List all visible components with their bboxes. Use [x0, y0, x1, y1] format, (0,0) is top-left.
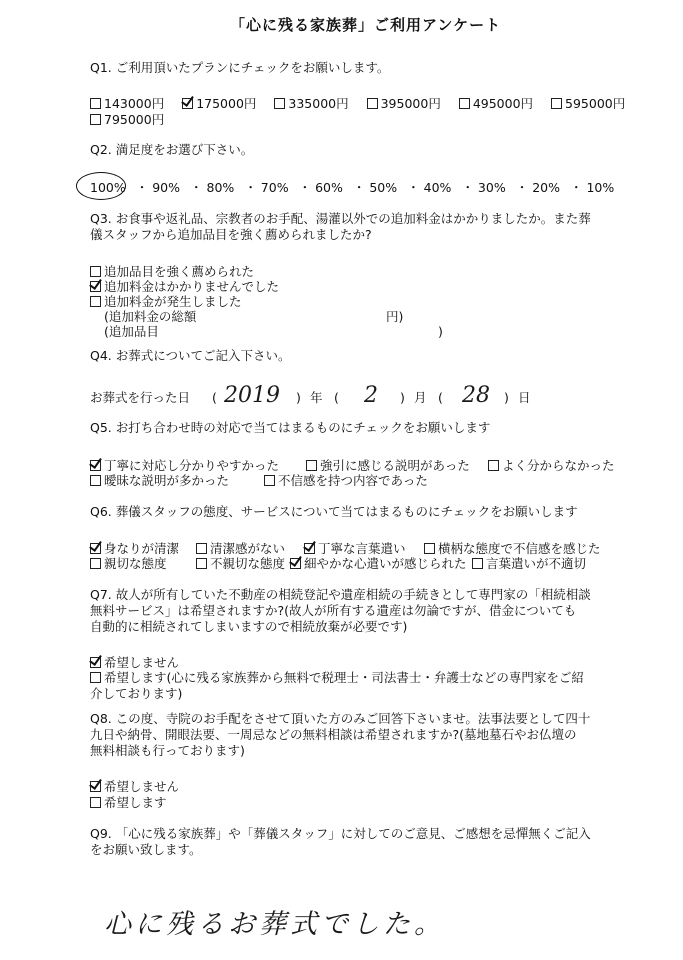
- q7-question-line2: 無料サービス」は希望されますか?(故人が所有する遺産は勿論ですが、借金についても: [90, 603, 577, 618]
- scale-30[interactable]: 30%: [477, 180, 506, 195]
- checkbox[interactable]: [488, 460, 499, 471]
- scale-40[interactable]: 40%: [423, 180, 452, 195]
- q4-month-unit: 月: [414, 390, 427, 405]
- checkbox[interactable]: [90, 98, 101, 109]
- satisfaction-scale: 100% ・ 90% ・ 80% ・ 70% ・ 60% ・ 50% ・ 40% ・ 30% ・ 20% ・ 10%: [90, 180, 615, 195]
- plan-option-143000[interactable]: 143000円: [90, 96, 164, 112]
- checkbox[interactable]: [459, 98, 470, 109]
- q6-option-kind[interactable]: 親切な態度: [90, 556, 167, 572]
- scale-20[interactable]: 20%: [532, 180, 560, 195]
- q6-option-polite-words[interactable]: 丁寧な言葉遣い: [304, 541, 406, 557]
- q6-option-attentive[interactable]: 細やかな心遣いが感じられた: [290, 556, 467, 572]
- q4-year-handwritten[interactable]: 2019: [224, 383, 280, 408]
- scale-60[interactable]: 60%: [315, 180, 343, 195]
- checkbox[interactable]: [551, 98, 562, 109]
- checkbox[interactable]: [264, 475, 275, 486]
- q6-option-bad-words[interactable]: 言葉遣いが不適切: [472, 556, 586, 572]
- q8-question-line2: 九日や納骨、開眼法要、一周忌などの無料相談は希望されますか?(墓地墓石やお仏壇の: [90, 727, 577, 742]
- q7-option-no[interactable]: 希望しません: [90, 655, 179, 671]
- q8-option-yes[interactable]: 希望します: [90, 795, 167, 811]
- checkbox[interactable]: [90, 296, 101, 307]
- plan-option-175000[interactable]: 175000円: [182, 96, 256, 112]
- checkbox[interactable]: [367, 98, 378, 109]
- q3-items-label: (追加品目: [104, 324, 159, 339]
- checkbox-checked[interactable]: [304, 543, 315, 554]
- q3-option-no-extra[interactable]: 追加料金はかかりませんでした: [90, 279, 279, 295]
- q6-question: Q6. 葬儀スタッフの態度、サービスについて当てはまるものにチェックをお願いします: [90, 504, 578, 519]
- q5-option-pushy[interactable]: 強引に感じる説明があった: [306, 458, 470, 474]
- checkbox[interactable]: [90, 797, 101, 808]
- checkbox-checked[interactable]: [90, 781, 101, 792]
- q6-option-unkind[interactable]: 不親切な態度: [196, 556, 285, 572]
- scale-100[interactable]: 100%: [90, 180, 126, 195]
- q3-question-line1: Q3. お食事や返礼品、宗教者のお手配、湯灌以外での追加料金はかかりましたか。また葬: [90, 211, 591, 226]
- scale-50[interactable]: 50%: [369, 180, 398, 195]
- q3-option-extra[interactable]: 追加料金が発生しました: [90, 294, 242, 310]
- plan-option-595000[interactable]: 595000円: [551, 96, 625, 112]
- q7-question-line1: Q7. 故人が所有していた不動産の相続登記や遺産相続の手続きとして専門家の「相続相談: [90, 587, 591, 602]
- q5-option-unclear[interactable]: よく分からなかった: [488, 458, 615, 474]
- q6-option-arrogant[interactable]: 横柄な態度で不信感を感じた: [424, 541, 601, 557]
- checkbox[interactable]: [90, 672, 101, 683]
- checkbox-checked[interactable]: [90, 657, 101, 668]
- q3-items-close: ): [438, 324, 443, 339]
- q5-option-vague[interactable]: 曖昧な説明が多かった: [90, 473, 229, 489]
- plan-option-495000[interactable]: 495000円: [459, 96, 533, 112]
- q4-month-handwritten[interactable]: 2: [364, 383, 378, 408]
- q1-question: Q1. ご利用頂いたプランにチェックをお願いします。: [90, 60, 390, 75]
- checkbox[interactable]: [90, 558, 101, 569]
- checkbox-checked[interactable]: [90, 460, 101, 471]
- page-title: 「心に残る家族葬」ご利用アンケート: [230, 16, 502, 34]
- q6-option-unclean[interactable]: 清潔感がない: [196, 541, 285, 557]
- checkbox[interactable]: [472, 558, 483, 569]
- checkbox[interactable]: [196, 558, 207, 569]
- q4-year-unit: 年: [310, 390, 323, 405]
- q3-total-unit: 円): [386, 309, 404, 324]
- scale-90[interactable]: 90%: [152, 180, 181, 195]
- checkbox-checked[interactable]: [290, 558, 301, 569]
- q4-day-handwritten[interactable]: 28: [462, 383, 490, 408]
- plan-option-395000[interactable]: 395000円: [367, 96, 441, 112]
- checkbox[interactable]: [90, 114, 101, 125]
- q5-question: Q5. お打ち合わせ時の対応で当てはまるものにチェックをお願いします: [90, 420, 491, 435]
- scale-80[interactable]: 80%: [206, 180, 235, 195]
- plan-option-795000[interactable]: 795000円: [90, 112, 164, 128]
- q4-question: Q4. お葬式についてご記入下さい。: [90, 348, 291, 363]
- q1-options-row1: [90, 96, 625, 112]
- q3-total-label: (追加料金の総額: [104, 309, 197, 324]
- q7-option-yes[interactable]: 希望します(心に残る家族葬から無料で税理士・司法書士・弁護士などの専門家をご紹: [90, 670, 584, 686]
- q5-option-polite[interactable]: 丁寧に対応し分かりやすかった: [90, 458, 279, 474]
- q7-option-yes-cont: 介しております): [90, 686, 183, 701]
- q5-option-distrust[interactable]: 不信感を持つ内容であった: [264, 473, 428, 489]
- q9-handwritten-answer[interactable]: 心に残るお葬式でした。: [104, 909, 445, 940]
- scale-10[interactable]: 10%: [586, 180, 615, 195]
- checkbox-checked[interactable]: [90, 543, 101, 554]
- q7-question-line3: 自動的に相続されてしまいますので相続放棄が必要です): [90, 619, 408, 634]
- q9-question-line1: Q9. 「心に残る家族葬」や「葬儀スタッフ」に対してのご意見、ご感想を忌憚無くご記入: [90, 826, 591, 841]
- q3-question-line2: 儀スタッフから追加品目を強く薦められましたか?: [90, 227, 372, 242]
- q8-option-no[interactable]: 希望しません: [90, 779, 179, 795]
- plan-option-335000[interactable]: 335000円: [274, 96, 348, 112]
- checkbox[interactable]: [424, 543, 435, 554]
- q8-question-line3: 無料相談も行っております): [90, 743, 245, 758]
- checkbox[interactable]: [90, 475, 101, 486]
- q9-question-line2: をお願い致します。: [90, 842, 202, 857]
- scale-70[interactable]: 70%: [260, 180, 289, 195]
- q4-date-label: お葬式を行った日: [90, 390, 191, 405]
- checkbox-checked[interactable]: [90, 281, 101, 292]
- checkbox[interactable]: [196, 543, 207, 554]
- checkbox[interactable]: [306, 460, 317, 471]
- q8-question-line1: Q8. この度、寺院のお手配をさせて頂いた方のみご回答下さいませ。法事法要として四十: [90, 711, 591, 726]
- q2-question: Q2. 満足度をお選び下さい。: [90, 142, 254, 157]
- q4-day-unit: 日: [518, 390, 531, 405]
- q6-option-clean[interactable]: 身なりが清潔: [90, 541, 179, 557]
- checkbox[interactable]: [274, 98, 285, 109]
- checkbox-checked[interactable]: [182, 98, 193, 109]
- q3-option-pushed[interactable]: 追加品目を強く薦められた: [90, 264, 254, 280]
